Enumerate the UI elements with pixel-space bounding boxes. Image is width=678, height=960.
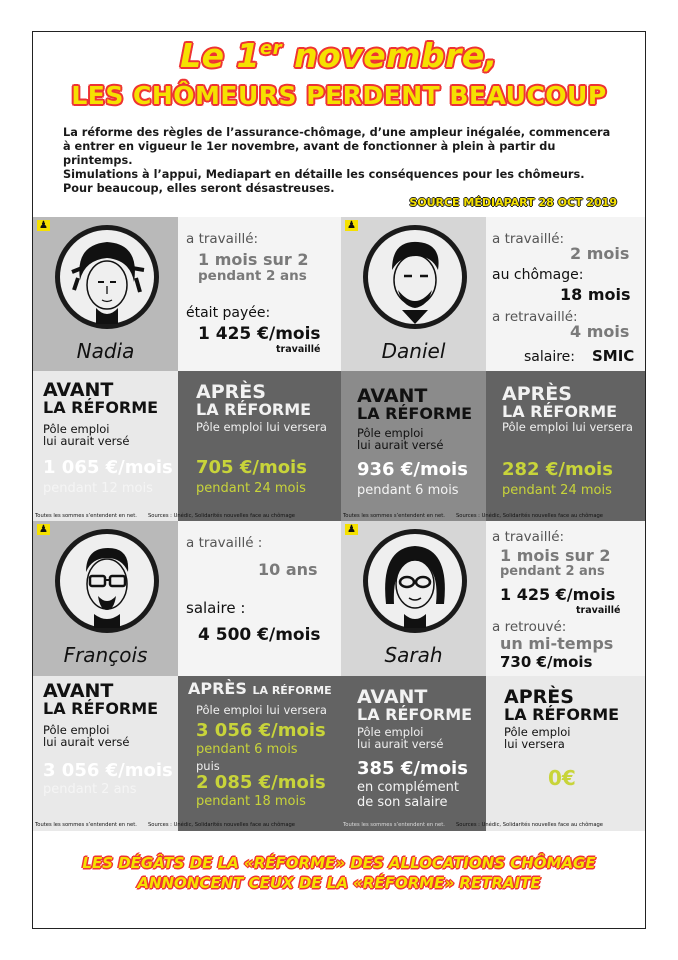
daniel-reworked-label: a retravaillé: bbox=[492, 309, 578, 325]
daniel-avant-title: AVANT LA RÉFORME bbox=[357, 385, 473, 423]
sarah-avant-amount: 385 €/mois bbox=[357, 758, 468, 779]
sarah-apres-text: Pôle emploi lui versera bbox=[504, 725, 571, 751]
sarah-apres-title: APRÈS LA RÉFORME bbox=[504, 686, 620, 724]
francois-apres-duration-2: pendant 18 mois bbox=[196, 794, 306, 809]
francois-salary-label: salaire : bbox=[186, 599, 246, 617]
headline-main: LES CHÔMEURS PERDENT BEAUCOUP bbox=[71, 81, 607, 110]
nadia-apres-title: APRÈS LA RÉFORME bbox=[196, 381, 312, 419]
sarah-salary-value: 730 €/mois bbox=[500, 653, 593, 671]
conclusion-line-1: LES DÉGÂTS DE LA «RÉFORME» DES ALLOCATIONS CHÔMAGE bbox=[82, 854, 596, 872]
sarah-paid-note: travaillé bbox=[576, 605, 621, 616]
sarah-worked-label: a travaillé: bbox=[492, 529, 565, 545]
daniel-apres-amount: 282 €/mois bbox=[502, 459, 613, 480]
daniel-unemployed-value: 18 mois bbox=[560, 285, 631, 304]
daniel-apres-cell bbox=[456, 371, 645, 521]
francois-apres-amount-2: 2 085 €/mois bbox=[196, 772, 326, 793]
nadia-paid-note: travaillé bbox=[276, 344, 321, 355]
nadia-avant-duration: pendant 12 mois bbox=[43, 481, 153, 496]
sarah-portrait bbox=[368, 534, 462, 628]
francois-sources: Sources : Unédic, Solidarités nouvelles face au chômage bbox=[148, 822, 295, 828]
sarah-avant-cell bbox=[341, 676, 486, 831]
daniel-apres-text: Pôle emploi lui versera bbox=[502, 420, 633, 434]
logo-icon: ♟ bbox=[39, 220, 48, 231]
francois-worked-value: 10 ans bbox=[258, 560, 318, 579]
sarah-paid-value: 1 425 €/mois bbox=[500, 585, 616, 604]
francois-portrait-frame bbox=[55, 529, 159, 633]
sarah-avant-duration: en complément de son salaire bbox=[357, 780, 459, 810]
francois-avant-amount: 3 056 €/mois bbox=[43, 760, 173, 781]
source-label: SOURCE MÉDIAPART 28 OCT 2019 bbox=[409, 196, 617, 209]
daniel-portrait bbox=[368, 230, 462, 324]
nadia-avant-cell bbox=[33, 371, 178, 521]
sarah-sources: Sources : Unédic, Solidarités nouvelles face au chômage bbox=[456, 822, 603, 828]
francois-portrait-cell bbox=[33, 521, 178, 676]
francois-worked-label: a travaillé : bbox=[186, 535, 263, 551]
headline-date: Le 1er novembre, bbox=[180, 36, 498, 75]
nadia-paid-value: 1 425 €/mois bbox=[198, 324, 321, 344]
nadia-info-cell bbox=[178, 217, 341, 371]
francois-portrait bbox=[60, 534, 154, 628]
sarah-name: Sarah bbox=[384, 643, 443, 667]
nadia-paid-label: était payée: bbox=[186, 305, 271, 321]
logo-icon: ♟ bbox=[347, 220, 356, 231]
francois-avant-title: AVANT LA RÉFORME bbox=[43, 680, 159, 718]
daniel-portrait-cell bbox=[341, 217, 486, 371]
sarah-avant-title: AVANT LA RÉFORME bbox=[357, 686, 473, 724]
sarah-worked-value-2: pendant 2 ans bbox=[500, 564, 605, 579]
sarah-portrait-cell bbox=[341, 521, 486, 676]
francois-avant-text: Pôle emploi lui aurait versé bbox=[43, 723, 130, 749]
daniel-info-cell bbox=[486, 217, 645, 371]
sarah-footnote: Toutes les sommes s’entendent en net. bbox=[343, 822, 445, 828]
sarah-found-value: un mi-temps bbox=[500, 634, 614, 653]
daniel-apres-title: APRÈS LA RÉFORME bbox=[502, 383, 618, 421]
francois-apres-then: puis bbox=[196, 759, 220, 773]
francois-footnote: Toutes les sommes s’entendent en net. bbox=[35, 822, 137, 828]
nadia-portrait bbox=[60, 230, 154, 324]
daniel-worked-label: a travaillé: bbox=[492, 231, 565, 247]
daniel-footnote: Toutes les sommes s’entendent en net. bbox=[343, 513, 445, 519]
daniel-avant-amount: 936 €/mois bbox=[357, 459, 468, 480]
francois-apres-text: Pôle emploi lui versera bbox=[196, 703, 327, 717]
nadia-avant-text: Pôle emploi lui aurait versé bbox=[43, 422, 130, 448]
sarah-apres-amount: 0€ bbox=[548, 766, 576, 790]
nadia-apres-amount: 705 €/mois bbox=[196, 457, 307, 478]
sarah-apres-cell bbox=[456, 676, 645, 831]
logo-icon: ♟ bbox=[39, 524, 48, 535]
intro-text: La réforme des règles de l’assurance-chômage, d’une ampleur inégalée, commencera à entrer en vigueur le 1er novembre, avant de fonctionner à plein à partir du printemps. Simulations à l’appui, Mediapart en détaille les conséquences pour les chômeurs. Pour beaucoup, elles seront désastreuses. bbox=[63, 126, 611, 195]
francois-salary-value: 4 500 €/mois bbox=[198, 625, 321, 645]
francois-avant-cell bbox=[33, 676, 178, 831]
sarah-found-label: a retrouvé: bbox=[492, 619, 567, 635]
daniel-reworked-value: 4 mois bbox=[570, 322, 630, 341]
nadia-portrait-frame bbox=[55, 225, 159, 329]
francois-name: François bbox=[63, 643, 148, 667]
logo-icon: ♟ bbox=[347, 524, 356, 535]
sarah-info-cell bbox=[486, 521, 645, 676]
daniel-salary-label: salaire: bbox=[524, 349, 576, 365]
sarah-worked-value-1: 1 mois sur 2 bbox=[500, 546, 611, 565]
daniel-avant-duration: pendant 6 mois bbox=[357, 483, 459, 498]
nadia-apres-text: Pôle emploi lui versera bbox=[196, 420, 327, 434]
nadia-worked-value-2: pendant 2 ans bbox=[198, 268, 307, 284]
daniel-portrait-frame bbox=[363, 225, 467, 329]
daniel-avant-text: Pôle emploi lui aurait versé bbox=[357, 426, 444, 452]
daniel-apres-duration: pendant 24 mois bbox=[502, 483, 612, 498]
daniel-salary-value: SMIC bbox=[592, 347, 635, 365]
nadia-footnote: Toutes les sommes s’entendent en net. bbox=[35, 513, 137, 519]
francois-apres-title: APRÈS LA RÉFORME bbox=[188, 679, 332, 698]
nadia-avant-title: AVANT LA RÉFORME bbox=[43, 379, 159, 417]
daniel-worked-value: 2 mois bbox=[570, 244, 630, 263]
francois-avant-duration: pendant 2 ans bbox=[43, 782, 137, 797]
francois-apres-amount-1: 3 056 €/mois bbox=[196, 720, 326, 741]
poster bbox=[32, 31, 646, 929]
nadia-avant-amount: 1 065 €/mois bbox=[43, 457, 173, 478]
nadia-name: Nadia bbox=[76, 339, 135, 363]
francois-apres-duration-1: pendant 6 mois bbox=[196, 742, 298, 757]
nadia-sources: Sources : Unédic, Solidarités nouvelles face au chômage bbox=[148, 513, 295, 519]
francois-apres-cell bbox=[148, 676, 341, 831]
daniel-sources: Sources : Unédic, Solidarités nouvelles face au chômage bbox=[456, 513, 603, 519]
nadia-worked-value-1: 1 mois sur 2 bbox=[198, 250, 309, 269]
francois-info-cell bbox=[178, 521, 341, 676]
nadia-apres-cell bbox=[148, 371, 341, 521]
daniel-avant-cell bbox=[341, 371, 486, 521]
nadia-apres-duration: pendant 24 mois bbox=[196, 481, 306, 496]
daniel-unemployed-label: au chômage: bbox=[492, 267, 584, 283]
conclusion-line-2: ANNONCENT CEUX DE LA «RÉFORME» RETRAITE bbox=[137, 874, 541, 892]
sarah-avant-text: Pôle emploi lui aurait versé bbox=[357, 725, 444, 751]
nadia-worked-label: a travaillé: bbox=[186, 231, 259, 247]
daniel-name: Daniel bbox=[381, 339, 446, 363]
sarah-portrait-frame bbox=[363, 529, 467, 633]
nadia-portrait-cell bbox=[33, 217, 178, 371]
